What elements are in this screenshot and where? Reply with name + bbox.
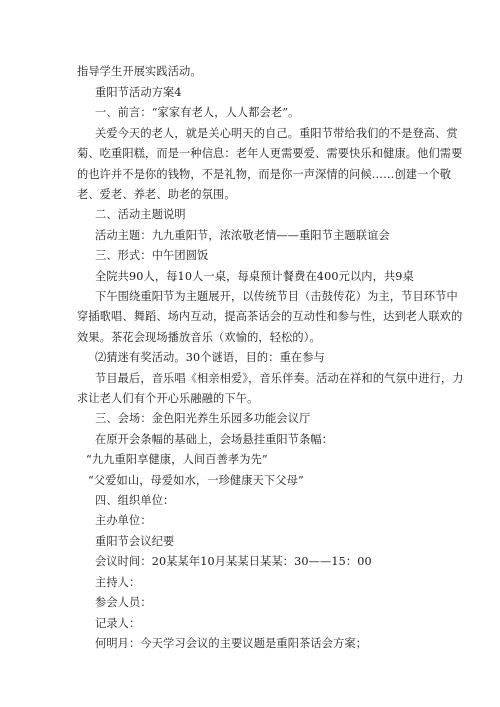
paragraph-line: 菊、吃重阳糕，而是一种信息：老年人更需要爱、需要快乐和健康。他们需要 — [77, 147, 463, 160]
section-heading: 重阳节活动方案4 — [95, 86, 182, 99]
paragraph-line: 求让老人们有个开心乐融融的下午。 — [77, 392, 259, 405]
paragraph-line: 主办单位： — [95, 514, 152, 527]
paragraph-line: 参会人员： — [95, 596, 152, 609]
paragraph-line: 主持人： — [95, 576, 141, 589]
paragraph-line: 的也许并不是你的钱物，不是礼物，而是你一声深情的问候……创建一个敬 — [77, 168, 452, 181]
paragraph-line: 老、爱老、养老、助老的氛围。 — [77, 188, 236, 201]
paragraph-line: 记录人： — [95, 617, 141, 630]
section-heading: 三、会场：金色阳光养生乐园多功能会议厅 — [95, 412, 311, 425]
section-heading: 重阳节会议纪要 — [95, 535, 175, 548]
paragraph-line: 活动主题：九九重阳节，浓浓敬老情——重阳节主题联谊会 — [95, 229, 390, 242]
paragraph-line: 在原开会条幅的基础上，会场悬挂重阳节条幅： — [95, 433, 334, 446]
paragraph-line: 关爱今天的老人，就是关心明天的自己。重阳节带给我们的不是登高、赏 — [95, 127, 458, 140]
section-heading: 一、前言：“家家有老人，人人都会老”。 — [95, 106, 300, 119]
section-heading: 四、组织单位： — [95, 494, 175, 507]
paragraph-line: 下午围绕重阳节为主题展开，以传统节目（击鼓传花）为主，节目环节中 — [95, 290, 458, 303]
paragraph-line: 何明月：今天学习会议的主要议题是重阳茶话会方案； — [95, 637, 368, 650]
section-heading: 三、形式：中午团圆饭 — [95, 249, 209, 262]
paragraph-line: 效果。茶花会现场播放音乐（欢愉的，轻松的）。 — [77, 331, 321, 344]
paragraph-line: 穿插歌唱、舞蹈、场内互动，提高茶话会的互动性和参与性，达到老人联欢的 — [77, 310, 463, 323]
banner-slogan: “父爱如山，母爱如水，一珍健康天下父母” — [88, 474, 304, 487]
banner-slogan: “九九重阳享健康，人间百善孝为先” — [86, 453, 268, 466]
paragraph-line: 节目最后，音乐唱《相亲相爱》，音乐伴奏。活动在祥和的气氛中进行，力 — [95, 372, 464, 385]
paragraph-line: ⑵猜迷有奖活动。30个谜语，目的：重在参与 — [95, 351, 325, 364]
section-heading: 二、活动主题说明 — [95, 208, 186, 221]
paragraph-line: 指导学生开展实践活动。 — [77, 65, 202, 78]
paragraph-line: 全院共90人，每10人一桌，每桌预计餐费在400元以内，共9桌 — [95, 270, 414, 283]
paragraph-line: 会议时间：20某某年10月某某日某某：30——15：00 — [95, 555, 372, 568]
